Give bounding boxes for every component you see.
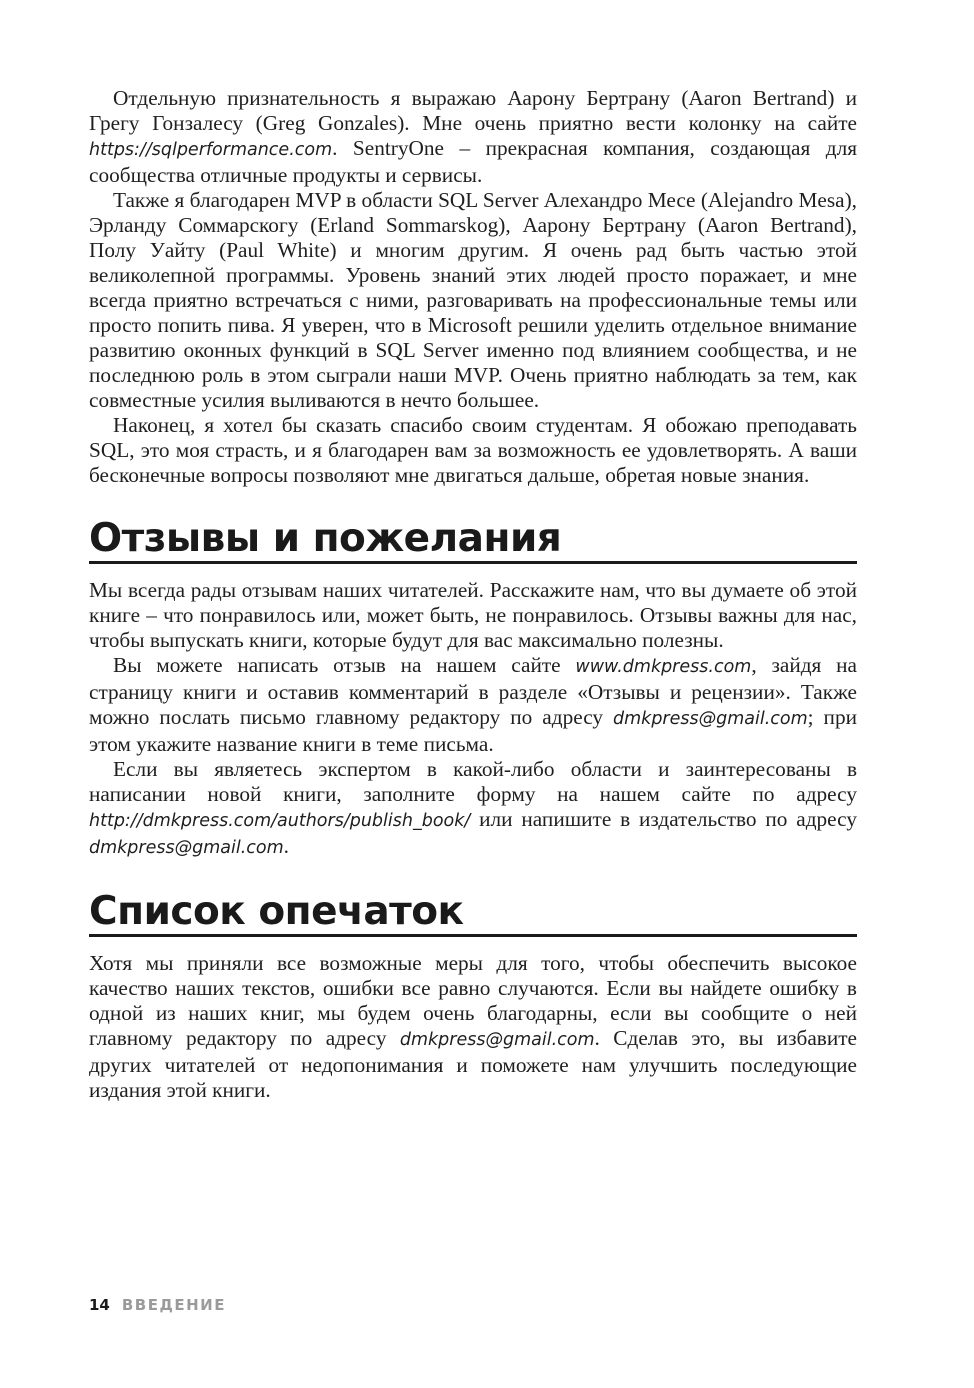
text-span: , зайдя на страницу книги и оставив комментарий в разделе «Отзывы и рецензии». Также можно послать письмо главному редактору по адресу [89,653,857,729]
errata-heading: Список опечаток [89,899,857,937]
editor-email-link[interactable]: dmkpress@gmail.com [613,709,808,729]
text-span: Отдельную признательность я выражаю Аарону Бертрану (Aaron Bertrand) и Грегу Гонзалесу (Greg Gonzales). Мне очень приятно вести колонку на сайте [89,86,857,135]
text-span: или напишите в издательство по адресу [470,807,857,831]
feedback-paragraph-3 [89,757,857,861]
publisher-email-link[interactable]: dmkpress@gmail.com [89,838,284,858]
page-footer [89,1296,226,1314]
text-span: Если вы являетесь экспертом в какой-либо области и заинтересованы в написании новой книги, заполните форму на нашем сайте по адресу [89,757,857,806]
feedback-paragraph-2 [89,653,857,757]
running-section-title: ВВЕДЕНИЕ [121,1296,226,1314]
errata-email-link[interactable]: dmkpress@gmail.com [399,1030,595,1050]
dmkpress-site-link[interactable]: www.dmkpress.com [575,657,752,677]
acknowledgement-paragraph-1 [89,86,857,188]
page-body [89,86,857,1103]
text-span: Вы можете написать отзыв на нашем сайте [113,653,576,677]
sqlperformance-link[interactable]: https://sqlperformance.com [89,140,333,160]
feedback-heading: Отзывы и пожелания [89,526,857,564]
text-span: . Сделав это, вы избавите других читателей от недопонимания и поможете нам улучшить последующие издания этой книги. [89,1026,857,1102]
text-span: Хотя мы приняли все возможные меры для того, чтобы обеспечить высокое качество наших текстов, ошибки все равно случаются. Если вы найдете ошибку в одной из наших книг, мы будем очень благодарны, если вы сообщите о ней главному редактору по адресу [89,951,857,1050]
acknowledgement-paragraph-2: Также я благодарен MVP в области SQL Server Алехандро Месе (Alejandro Mesa), Эрланду Соммарскогу (Erland Sommarskog), Аарону Бертрану (Aaron Bertrand), Полу Уайту (Paul White) и многим другим. Я очень рад быть частью этой великолепной программы. Уровень знаний этих людей просто поражает, и мне всегда приятно встречаться с ними, разговаривать на профессиональные темы или просто попить пива. Я уверен, что в Microsoft решили уделить отдельное внимание развитию оконных функций в SQL Server именно под влиянием сообщества, и не последнюю роль в этом сыграли наши MVP. Очень приятно наблюдать за тем, как совместные усилия выливаются в нечто большее. [89,188,857,412]
publish-book-link[interactable]: http://dmkpress.com/authors/publish_book/ [89,811,471,831]
page-number: 14 [89,1296,110,1314]
feedback-paragraph-1: Мы всегда рады отзывам наших читателей. Расскажите нам, что вы думаете об этой книге – что понравилось или, может быть, не понравилось. Отзывы важны для нас, чтобы выпускать книги, которые будут для вас максимально полезны. [89,578,857,652]
errata-paragraph [89,951,857,1103]
acknowledgement-paragraph-3: Наконец, я хотел бы сказать спасибо своим студентам. Я обожаю преподавать SQL, это моя страсть, и я благодарен вам за возможность ее удовлетворять. А ваши бесконечные вопросы позволяют мне двигаться дальше, обретая новые знания. [89,413,857,487]
text-span: ; при этом укажите название книги в теме письма. [89,705,858,756]
text-span: . [283,834,289,858]
text-span: . SentryOne – прекрасная компания, создающая для сообщества отличные продукты и сервисы. [89,136,857,187]
